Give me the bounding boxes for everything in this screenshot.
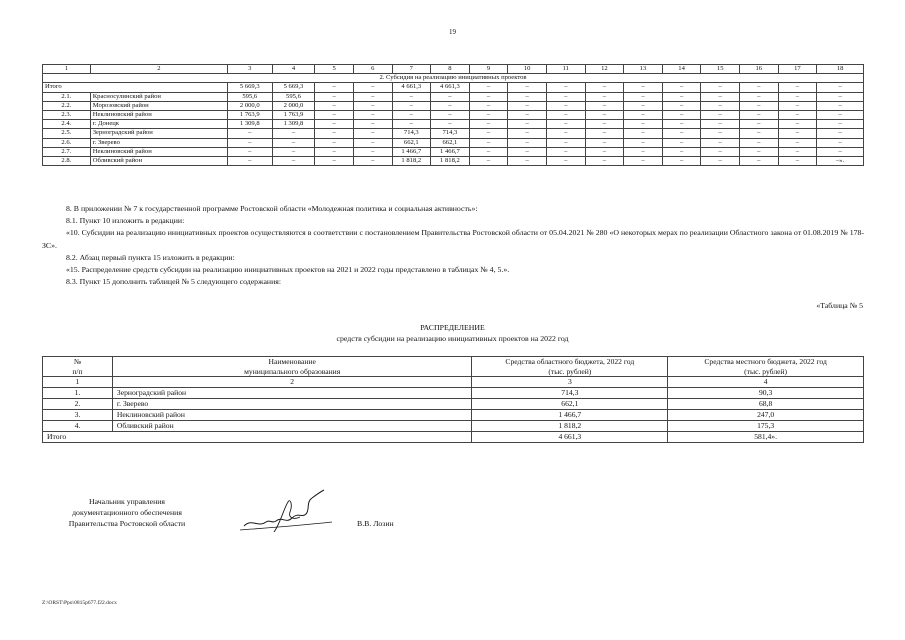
column-header: Средства областного бюджета, 2022 год (тыс. рублей)	[472, 357, 668, 377]
value-cell: –	[701, 110, 740, 119]
municipality-name: Зерноградский район	[90, 129, 227, 138]
value-cell: –	[431, 110, 470, 119]
table-row	[43, 147, 864, 156]
column-number: 4	[668, 377, 864, 388]
value-cell: –	[353, 110, 392, 119]
value-cell: 662,1	[392, 138, 431, 147]
value-cell: –	[585, 129, 624, 138]
value-cell: –	[624, 92, 663, 101]
value-cell: –	[624, 147, 663, 156]
value-cell: –	[778, 101, 817, 110]
value-cell: –	[817, 110, 864, 119]
value-cell: –	[546, 110, 585, 119]
paragraph: «15. Распределение средств субсидии на реализацию инициативных проектов на 2021 и 2022 годы представлено в таблицах № 4, 5.».	[66, 265, 510, 275]
column-number: 14	[662, 65, 701, 74]
value-cell: –	[508, 120, 547, 129]
value-cell: –	[662, 101, 701, 110]
value-cell: –	[778, 156, 817, 165]
value-cell: –	[662, 156, 701, 165]
column-number: 3	[227, 65, 272, 74]
value-cell: –	[353, 156, 392, 165]
table-row	[43, 138, 864, 147]
paragraph: 8.3. Пункт 15 дополнить таблицей № 5 следующего содержания:	[66, 277, 282, 287]
value-cell: –	[392, 120, 431, 129]
value-cell: –	[508, 101, 547, 110]
table-row	[43, 156, 864, 165]
value-cell: –	[353, 138, 392, 147]
municipality-name: г. Зверево	[112, 399, 472, 410]
municipality-name: Неклиновский район	[112, 410, 472, 421]
distribution-table	[42, 356, 864, 443]
value-cell: –	[778, 138, 817, 147]
value-cell: 1 309,8	[227, 120, 272, 129]
table-row	[43, 388, 864, 399]
value-cell: 5 669,3	[272, 83, 315, 92]
row-number: 2.3.	[43, 110, 91, 119]
value-cell: –	[546, 101, 585, 110]
table-row	[43, 110, 864, 119]
signatory-position	[42, 496, 212, 529]
signatory-line: Правительства Ростовской области	[68, 519, 186, 528]
column-number: 5	[315, 65, 354, 74]
table-row	[43, 92, 864, 101]
value-cell: –	[272, 129, 315, 138]
column-number: 8	[431, 65, 470, 74]
value-cell: 595,6	[227, 92, 272, 101]
value-cell: –	[272, 156, 315, 165]
value-cell: –	[585, 92, 624, 101]
value-cell: –	[508, 92, 547, 101]
local-budget-value: 175,3	[668, 421, 864, 432]
value-cell: –	[469, 120, 508, 129]
value-cell: –	[740, 138, 779, 147]
paragraph: 8.2. Абзац первый пункта 15 изложить в редакции:	[66, 252, 235, 262]
value-cell: –	[701, 156, 740, 165]
table-row	[43, 410, 864, 421]
value-cell: –	[817, 138, 864, 147]
signatory-name: В.В. Лозин	[357, 519, 394, 528]
value-cell: –	[546, 138, 585, 147]
value-cell: –	[508, 129, 547, 138]
value-cell: –	[353, 83, 392, 92]
value-cell: –	[546, 120, 585, 129]
value-cell: –	[469, 147, 508, 156]
value-cell: –	[740, 129, 779, 138]
column-number: 18	[817, 65, 864, 74]
column-number-row	[43, 65, 864, 74]
handwritten-signature	[236, 488, 346, 536]
value-cell: 662,1	[431, 138, 470, 147]
value-cell: –	[315, 147, 354, 156]
value-cell: –	[740, 83, 779, 92]
column-number: 2	[112, 377, 472, 388]
regional-budget-value: 1 466,7	[472, 410, 668, 421]
page-number: 19	[449, 28, 456, 36]
value-cell: –	[469, 138, 508, 147]
column-number: 6	[353, 65, 392, 74]
column-header: Наименование муниципального образования	[112, 357, 472, 377]
value-cell: –	[315, 101, 354, 110]
value-cell: –	[778, 147, 817, 156]
value-cell: –	[315, 110, 354, 119]
value-cell: –	[624, 110, 663, 119]
total-row	[43, 432, 864, 443]
value-cell: –	[778, 83, 817, 92]
value-cell: –	[546, 156, 585, 165]
value-cell: –	[817, 83, 864, 92]
municipality-name: Неклиновский район	[90, 110, 227, 119]
section-row	[43, 74, 864, 83]
value-cell: –	[272, 138, 315, 147]
value-cell: –	[817, 147, 864, 156]
value-cell: –	[778, 92, 817, 101]
regional-budget-value: 1 818,2	[472, 421, 668, 432]
value-cell: 1 309,8	[272, 120, 315, 129]
value-cell: –	[624, 83, 663, 92]
table-subtitle: средств субсидии на реализацию инициативных проектов на 2022 год	[336, 334, 569, 343]
value-cell: 1 818,2	[392, 156, 431, 165]
column-number: 1	[43, 65, 91, 74]
value-cell: 5 669,3	[227, 83, 272, 92]
table-reference: «Таблица № 5	[816, 301, 863, 310]
column-number: 13	[624, 65, 663, 74]
value-cell: –	[778, 120, 817, 129]
column-number: 3	[472, 377, 668, 388]
municipality-name: Обливский район	[112, 421, 472, 432]
value-cell: –	[662, 120, 701, 129]
value-cell: –	[469, 92, 508, 101]
value-cell: –	[431, 120, 470, 129]
value-cell: –	[701, 83, 740, 92]
row-number: 2.	[43, 399, 113, 410]
column-number: 10	[508, 65, 547, 74]
value-cell: –	[701, 120, 740, 129]
signatory-line: Начальник управления	[88, 497, 166, 506]
value-cell: 2 000,0	[227, 101, 272, 110]
value-cell: –	[740, 156, 779, 165]
value-cell: –	[740, 147, 779, 156]
row-number: 2.4.	[43, 120, 91, 129]
value-cell: –	[272, 147, 315, 156]
value-cell: –	[546, 147, 585, 156]
value-cell: 4 661,3	[431, 83, 470, 92]
value-cell: –	[469, 129, 508, 138]
value-cell: –	[662, 110, 701, 119]
value-cell: –».	[817, 156, 864, 165]
row-number: 3.	[43, 410, 113, 421]
column-number-row	[43, 377, 864, 388]
column-number: 17	[778, 65, 817, 74]
value-cell: –	[315, 138, 354, 147]
row-number: 2.2.	[43, 101, 91, 110]
column-header: № п/п	[43, 357, 113, 377]
value-cell: –	[227, 138, 272, 147]
value-cell: –	[585, 138, 624, 147]
value-cell: –	[508, 156, 547, 165]
value-cell: 595,6	[272, 92, 315, 101]
local-budget-value: 90,3	[668, 388, 864, 399]
value-cell: –	[227, 129, 272, 138]
value-cell: –	[624, 138, 663, 147]
value-cell: –	[662, 138, 701, 147]
value-cell: –	[508, 83, 547, 92]
value-cell: 714,3	[392, 129, 431, 138]
value-cell: –	[469, 101, 508, 110]
value-cell: –	[227, 147, 272, 156]
regional-budget-value: 714,3	[472, 388, 668, 399]
value-cell: 714,3	[431, 129, 470, 138]
column-number: 2	[90, 65, 227, 74]
value-cell: –	[585, 101, 624, 110]
regional-budget-total: 4 661,3	[472, 432, 668, 443]
value-cell: –	[662, 147, 701, 156]
file-path: Z:\ORST\Ppo\0815p677.f22.docx	[42, 600, 117, 606]
value-cell: –	[740, 92, 779, 101]
value-cell: –	[585, 110, 624, 119]
value-cell: –	[624, 120, 663, 129]
value-cell: –	[353, 101, 392, 110]
value-cell: 1 818,2	[431, 156, 470, 165]
total-label: Итого	[43, 432, 472, 443]
value-cell: –	[315, 83, 354, 92]
column-number: 9	[469, 65, 508, 74]
municipality-name: г. Зверево	[90, 138, 227, 147]
column-number: 7	[392, 65, 431, 74]
column-number: 4	[272, 65, 315, 74]
table-title-block	[0, 322, 905, 344]
value-cell: –	[817, 101, 864, 110]
value-cell: –	[469, 83, 508, 92]
total-row	[43, 83, 864, 92]
value-cell: 1 466,7	[392, 147, 431, 156]
value-cell: 1 763,9	[272, 110, 315, 119]
value-cell: –	[701, 129, 740, 138]
value-cell: –	[662, 83, 701, 92]
local-budget-value: 68,8	[668, 399, 864, 410]
value-cell: –	[585, 147, 624, 156]
paragraph: «10. Субсидии на реализацию инициативных проектов осуществляются в соответствии с постановлением Правительства Ростовской области от 05.04.2021 № 280 «О некоторых мерах по реализации Областного закона от 01.08.2019 № 178-ЗС».	[42, 228, 864, 250]
row-number: 2.6.	[43, 138, 91, 147]
municipality-name: г. Донецк	[90, 120, 227, 129]
table-row	[43, 120, 864, 129]
value-cell: –	[353, 120, 392, 129]
value-cell: –	[701, 147, 740, 156]
header-row	[43, 357, 864, 377]
paragraph: 8.1. Пункт 10 изложить в редакции:	[66, 216, 185, 226]
municipality-name: Неклиновский район	[90, 147, 227, 156]
value-cell: –	[431, 101, 470, 110]
column-header: Средства местного бюджета, 2022 год (тыс. рублей)	[668, 357, 864, 377]
table-row	[43, 129, 864, 138]
value-cell: –	[740, 110, 779, 119]
municipality-name: Морозовский район	[90, 101, 227, 110]
value-cell: –	[315, 129, 354, 138]
municipality-name: Обливский район	[90, 156, 227, 165]
value-cell: –	[740, 120, 779, 129]
value-cell: –	[546, 92, 585, 101]
table-row	[43, 399, 864, 410]
value-cell: –	[662, 129, 701, 138]
value-cell: –	[778, 129, 817, 138]
value-cell: –	[817, 92, 864, 101]
row-number: 2.5.	[43, 129, 91, 138]
value-cell: –	[701, 92, 740, 101]
value-cell: –	[817, 120, 864, 129]
value-cell: –	[585, 83, 624, 92]
table-title: РАСПРЕДЕЛЕНИЕ	[420, 323, 485, 332]
row-number: 4.	[43, 421, 113, 432]
value-cell: –	[546, 129, 585, 138]
value-cell: 1 466,7	[431, 147, 470, 156]
value-cell: –	[353, 92, 392, 101]
value-cell: –	[585, 156, 624, 165]
local-budget-total: 581,4».	[668, 432, 864, 443]
value-cell: –	[392, 110, 431, 119]
value-cell: –	[353, 147, 392, 156]
municipality-name: Красносулинский район	[90, 92, 227, 101]
section-title: 2. Субсидия на реализацию инициативных проектов	[43, 74, 864, 83]
value-cell: –	[508, 147, 547, 156]
column-number: 15	[701, 65, 740, 74]
signatory-line: документационного обеспечения	[72, 508, 182, 517]
value-cell: –	[227, 156, 272, 165]
column-number: 11	[546, 65, 585, 74]
row-number: 2.1.	[43, 92, 91, 101]
value-cell: –	[701, 101, 740, 110]
value-cell: –	[778, 110, 817, 119]
value-cell: –	[508, 138, 547, 147]
amendment-text	[42, 203, 864, 288]
column-number: 1	[43, 377, 113, 388]
paragraph: 8. В приложении № 7 к государственной программе Ростовской области «Молодежная политика и социальная активность»:	[66, 204, 478, 213]
value-cell: –	[817, 129, 864, 138]
value-cell: –	[315, 156, 354, 165]
column-number: 12	[585, 65, 624, 74]
table-row	[43, 101, 864, 110]
value-cell: –	[315, 92, 354, 101]
regional-budget-value: 662,1	[472, 399, 668, 410]
value-cell: –	[546, 83, 585, 92]
value-cell: –	[392, 101, 431, 110]
value-cell: –	[508, 110, 547, 119]
value-cell: –	[740, 101, 779, 110]
value-cell: –	[392, 92, 431, 101]
municipality-name: Зерноградский район	[112, 388, 472, 399]
table-row	[43, 421, 864, 432]
row-number: 2.8.	[43, 156, 91, 165]
value-cell: –	[315, 120, 354, 129]
row-number: 1.	[43, 388, 113, 399]
row-number: 2.7.	[43, 147, 91, 156]
value-cell: –	[469, 110, 508, 119]
total-label: Итого	[43, 83, 228, 92]
value-cell: –	[624, 156, 663, 165]
value-cell: –	[431, 92, 470, 101]
value-cell: –	[624, 129, 663, 138]
column-number: 16	[740, 65, 779, 74]
value-cell: 1 763,9	[227, 110, 272, 119]
subsidy-table-continuation	[42, 64, 864, 166]
value-cell: –	[353, 129, 392, 138]
value-cell: 2 000,0	[272, 101, 315, 110]
value-cell: –	[469, 156, 508, 165]
value-cell: 4 661,3	[392, 83, 431, 92]
value-cell: –	[585, 120, 624, 129]
value-cell: –	[701, 138, 740, 147]
value-cell: –	[624, 101, 663, 110]
value-cell: –	[662, 92, 701, 101]
local-budget-value: 247,0	[668, 410, 864, 421]
